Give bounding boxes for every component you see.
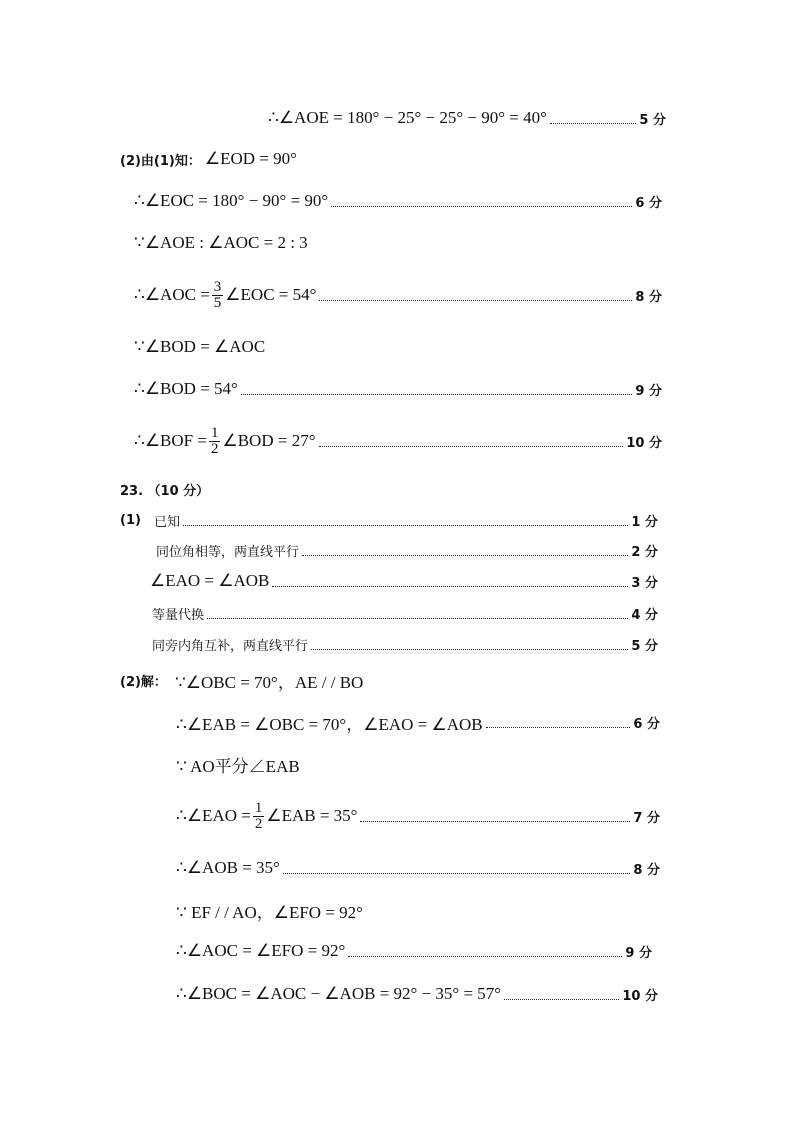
solution-line xyxy=(134,280,662,310)
solution-line xyxy=(134,374,662,404)
question-number: 23. （10 分） xyxy=(120,483,210,499)
math-expression: ∴∠BOC = ∠AOC − ∠AOB = 92° − 35° = 57° xyxy=(176,984,502,1003)
fraction-denominator: 2 xyxy=(210,440,219,457)
math-expression: ∵∠BOD = ∠AOC xyxy=(134,337,266,356)
score-label: 8 分 xyxy=(635,289,662,305)
math-expression: ∴∠AOC = xyxy=(134,285,210,304)
score-label: 3 分 xyxy=(631,575,658,591)
dotted-leader xyxy=(283,873,631,874)
math-expression: ∠EOC = 54° xyxy=(225,285,317,304)
solution-line xyxy=(268,103,666,133)
score-label: 10 分 xyxy=(626,435,662,451)
part-label: (1) xyxy=(120,512,141,528)
score-label: 5 分 xyxy=(639,112,666,128)
fraction-numerator: 3 xyxy=(213,278,222,295)
math-expression: ∠EAO = ∠AOB xyxy=(150,571,270,590)
question-header xyxy=(120,474,209,504)
dotted-leader xyxy=(360,821,630,822)
math-expression: ∵∠OBC = 70°，AE / / BO xyxy=(174,672,364,692)
score-label: 6 分 xyxy=(633,716,660,732)
score-label: 10 分 xyxy=(622,988,658,1004)
reason-text: 同旁内角互补，两直线平行 xyxy=(152,638,309,654)
solution-line xyxy=(120,144,297,174)
dotted-leader xyxy=(504,999,619,1000)
score-label: 6 分 xyxy=(635,195,662,211)
math-expression: ∠EOD = 90° xyxy=(204,149,297,168)
dotted-leader xyxy=(319,446,624,447)
fraction-denominator: 2 xyxy=(254,815,263,832)
dotted-leader xyxy=(207,618,628,619)
score-label: 7 分 xyxy=(633,810,660,826)
solution-line xyxy=(152,629,658,659)
math-expression: ∴∠BOF = xyxy=(134,431,207,450)
dotted-leader xyxy=(183,525,628,526)
solution-line xyxy=(156,535,658,565)
dotted-leader xyxy=(241,394,633,395)
dotted-leader xyxy=(550,123,636,124)
solution-line xyxy=(176,749,300,779)
fraction-denominator: 5 xyxy=(213,294,222,311)
solution-line xyxy=(120,505,658,535)
solution-line xyxy=(176,895,363,925)
dotted-leader xyxy=(272,586,628,587)
solution-line xyxy=(176,801,660,831)
math-expression: ∴∠BOD = 54° xyxy=(134,379,238,398)
math-expression: ∵ EF / / AO，∠EFO = 92° xyxy=(176,902,363,922)
part-label: (2)由(1)知： xyxy=(120,153,201,169)
solution-line xyxy=(134,228,308,258)
math-expression: ∴∠AOC = ∠EFO = 92° xyxy=(176,941,346,960)
dotted-leader xyxy=(348,956,622,957)
score-label: 2 分 xyxy=(631,544,658,560)
math-expression: ∵ AO平分∠EAB xyxy=(176,756,300,776)
reason-text: 已知 xyxy=(154,514,181,530)
score-label: 9 分 xyxy=(625,945,652,961)
solution-line xyxy=(176,853,660,883)
dotted-leader xyxy=(486,727,631,728)
dotted-leader xyxy=(302,555,628,556)
score-label: 4 分 xyxy=(631,607,658,623)
part-label: (2)解： xyxy=(120,674,167,690)
solution-line xyxy=(150,566,658,596)
dotted-leader xyxy=(311,649,628,650)
solution-line xyxy=(176,936,652,966)
solution-line xyxy=(152,598,658,628)
math-expression: ∠EAB = 35° xyxy=(266,806,358,825)
math-expression: ∴∠AOB = 35° xyxy=(176,858,280,877)
math-expression: ∵∠AOE : ∠AOC = 2 : 3 xyxy=(134,233,308,252)
reason-text: 同位角相等，两直线平行 xyxy=(156,544,300,560)
solution-line xyxy=(134,186,662,216)
fraction-numerator: 1 xyxy=(210,424,219,441)
math-expression: ∴∠EOC = 180° − 90° = 90° xyxy=(134,191,329,210)
dotted-leader xyxy=(331,206,632,207)
score-label: 9 分 xyxy=(635,383,662,399)
math-expression: ∴∠AOE = 180° − 25° − 25° − 90° = 40° xyxy=(268,108,547,127)
solution-line xyxy=(134,426,662,456)
score-label: 1 分 xyxy=(631,514,658,530)
reason-text: 等量代换 xyxy=(152,607,205,623)
math-expression: ∴∠EAB = ∠OBC = 70°，∠EAO = ∠AOB xyxy=(176,714,483,734)
solution-line xyxy=(176,979,658,1009)
score-label: 8 分 xyxy=(633,862,660,878)
dotted-leader xyxy=(319,300,632,301)
score-label: 5 分 xyxy=(631,638,658,654)
math-expression: ∠BOD = 27° xyxy=(222,431,316,450)
solution-line xyxy=(176,707,660,737)
fraction-numerator: 1 xyxy=(254,799,263,816)
fraction xyxy=(253,801,265,832)
solution-line xyxy=(120,665,363,695)
math-expression: ∴∠EAO = xyxy=(176,806,251,825)
fraction xyxy=(209,426,221,457)
solution-line xyxy=(134,332,265,362)
fraction xyxy=(212,280,224,311)
